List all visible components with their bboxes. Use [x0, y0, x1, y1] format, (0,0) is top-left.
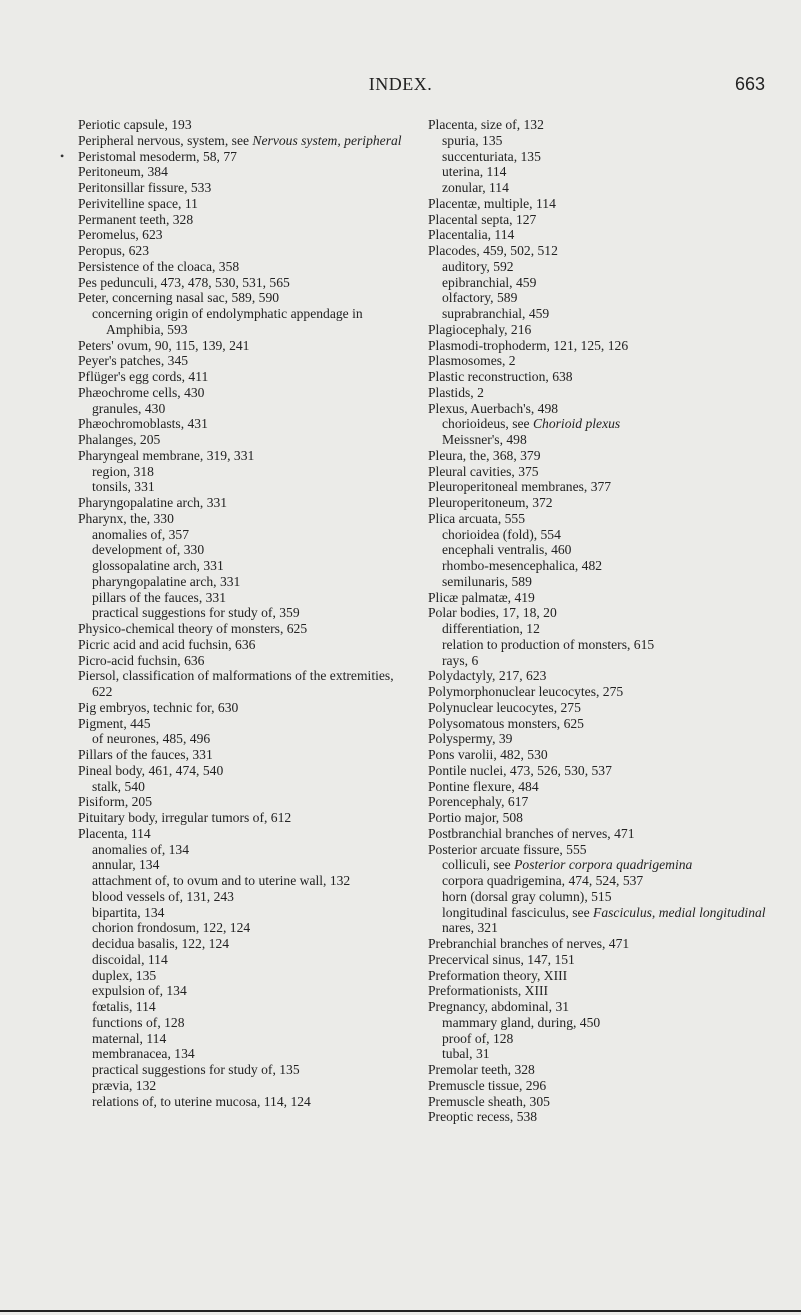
index-entry — [428, 164, 772, 180]
index-entry — [428, 259, 772, 275]
index-entry-text: olfactory, 589 — [442, 290, 518, 306]
index-entry-text: Preoptic recess, 538 — [428, 1109, 538, 1125]
index-entry — [78, 747, 404, 763]
index-entry-text: Plastic reconstruction, 638 — [428, 369, 573, 384]
index-entry — [428, 684, 772, 700]
margin-bullet-mark: • — [60, 149, 65, 163]
index-entry — [78, 306, 404, 338]
index-entry-text: practical suggestions for study of, 135 — [92, 1062, 300, 1077]
index-entry-text: Polynuclear leucocytes, 275 — [428, 699, 581, 715]
index-entry-text: Portio major, 508 — [428, 810, 523, 825]
index-entry — [78, 1015, 404, 1031]
index-entry-text: Peristomal mesoderm, 58, 77 — [78, 148, 237, 164]
index-entry — [78, 149, 404, 165]
index-entry-text: functions of, 128 — [92, 1014, 185, 1030]
index-entry-text: Plastids, 2 — [428, 384, 484, 400]
index-entry — [428, 369, 772, 385]
index-entry — [428, 558, 772, 574]
index-entry — [428, 920, 772, 936]
index-entry-text: Peritonsillar fissure, 533 — [78, 180, 212, 195]
index-entry — [78, 889, 404, 905]
index-entry — [428, 794, 772, 810]
index-entry — [428, 322, 772, 338]
index-entry — [428, 857, 772, 873]
index-entry — [78, 621, 404, 637]
index-entry — [78, 196, 404, 212]
index-entry-text: Pisiform, 205 — [78, 794, 153, 810]
index-entry-text: fœtalis, 114 — [92, 999, 156, 1014]
index-entry — [428, 574, 772, 590]
index-entry — [428, 338, 772, 354]
index-entry-text: Premuscle sheath, 305 — [428, 1093, 550, 1109]
index-entry-text: uterina, 114 — [442, 164, 507, 180]
index-entry-text: rhombo-mesencephalica, 482 — [442, 558, 603, 573]
index-entry — [78, 952, 404, 968]
index-entry — [78, 227, 404, 243]
index-entry-text: Pontine flexure, 484 — [428, 778, 539, 794]
index-entry — [428, 1078, 772, 1094]
index-entry-text: Pharyngopalatine arch, 331 — [78, 495, 228, 510]
index-entry-text: membranacea, 134 — [92, 1046, 195, 1062]
index-entry — [78, 558, 404, 574]
index-entry — [78, 1094, 404, 1110]
index-entry — [428, 653, 772, 669]
index-entry — [78, 731, 404, 747]
index-entry — [78, 275, 404, 291]
index-entry — [428, 275, 772, 291]
index-entry — [78, 873, 404, 889]
index-entry — [78, 212, 404, 228]
index-entry-text: discoidal, 114 — [92, 951, 168, 967]
index-entry — [428, 668, 772, 684]
index-entry — [428, 243, 772, 259]
index-entry-text: anomalies of, 134 — [92, 841, 190, 857]
index-entry-text: Plasmosomes, 2 — [428, 353, 516, 369]
index-entry-text: horn (dorsal gray column), 515 — [442, 888, 612, 904]
index-entry-text: spuria, 135 — [442, 132, 503, 148]
index-entry — [78, 1078, 404, 1094]
index-entry-text: Picro-acid fuchsin, 636 — [78, 652, 205, 668]
index-entry — [428, 306, 772, 322]
index-entry-text: Placenta, size of, 132 — [428, 117, 544, 132]
index-entry — [428, 1031, 772, 1047]
index-entry-text: longitudinal fasciculus, see — [442, 904, 594, 920]
index-entry — [428, 479, 772, 495]
index-entry-text: Polyspermy, 39 — [428, 731, 513, 747]
index-entry-text: development of, 330 — [92, 542, 205, 558]
index-entry-text: Plica arcuata, 555 — [428, 510, 526, 526]
index-entry-text: semilunaris, 589 — [442, 573, 532, 589]
index-entry-text: suprabranchial, 459 — [442, 306, 550, 321]
index-entry — [78, 117, 404, 133]
index-entry-text: Pregnancy, abdominal, 31 — [428, 999, 570, 1014]
index-entry-text: Peripheral nervous, system, see — [78, 132, 253, 148]
index-entry — [78, 842, 404, 858]
index-entry — [428, 149, 772, 165]
index-entry — [78, 905, 404, 921]
index-entry-text: nares, 321 — [442, 920, 498, 936]
index-entry-text: Pillars of the fauces, 331 — [78, 747, 213, 762]
index-entry-text: Peropus, 623 — [78, 243, 149, 258]
index-entry — [428, 983, 772, 999]
index-entry-text: Persistence of the cloaca, 358 — [78, 258, 240, 274]
index-entry-text: proof of, 128 — [442, 1030, 514, 1046]
index-entry-text: anomalies of, 357 — [92, 526, 190, 542]
index-entry — [428, 432, 772, 448]
index-entry-text: Placenta, 114 — [78, 825, 151, 841]
index-entry-text: Pleura, the, 368, 379 — [428, 447, 541, 463]
index-entry — [428, 464, 772, 480]
index-entry — [428, 385, 772, 401]
index-entry-text: Polydactyly, 217, 623 — [428, 668, 547, 684]
index-entry — [78, 826, 404, 842]
index-entry — [78, 779, 404, 795]
index-entry — [78, 810, 404, 826]
index-entry — [78, 637, 404, 653]
index-entry-text: relation to production of monsters, 615 — [442, 636, 655, 652]
index-entry — [428, 212, 772, 228]
index-entry-text: chorioidea (fold), 554 — [442, 526, 561, 542]
index-entry-text: Peromelus, 623 — [78, 227, 163, 243]
index-entry-text: attachment of, to ovum and to uterine wall, 132 — [92, 873, 351, 888]
index-entry-text: colliculi, see — [442, 857, 515, 873]
index-entry — [78, 385, 404, 401]
index-entry-text: Pleuroperitoneum, 372 — [428, 495, 553, 510]
index-entry — [78, 1031, 404, 1047]
index-column-left — [78, 117, 404, 1109]
index-entry-text: Pontile nuclei, 473, 526, 530, 537 — [428, 762, 612, 778]
index-entry — [78, 1046, 404, 1062]
index-entry-text: Placental septa, 127 — [428, 211, 537, 227]
index-entry-text: chorioideus, see — [442, 416, 533, 432]
index-entry — [78, 668, 404, 700]
index-entry — [428, 747, 772, 763]
index-entry-text: Porencephaly, 617 — [428, 794, 529, 810]
index-entry-text: Plicæ palmatæ, 419 — [428, 589, 535, 605]
index-entry — [78, 432, 404, 448]
index-entry — [428, 763, 772, 779]
index-entry-text: epibranchial, 459 — [442, 274, 537, 290]
index-entry-text: pharyngopalatine arch, 331 — [92, 573, 241, 589]
index-entry — [428, 889, 772, 905]
index-entry — [78, 180, 404, 196]
index-entry — [78, 983, 404, 999]
index-entry — [428, 590, 772, 606]
index-entry-text: Peter, concerning nasal sac, 589, 590 — [78, 290, 280, 306]
index-entry-text: Meissner's, 498 — [442, 432, 527, 447]
index-entry — [78, 999, 404, 1015]
index-entry-text: region, 318 — [92, 463, 154, 479]
index-entry-text: Placentalia, 114 — [428, 227, 515, 243]
index-entry — [78, 401, 404, 417]
index-entry — [428, 416, 772, 432]
index-entry-text: Premuscle tissue, 296 — [428, 1077, 547, 1093]
index-entry — [428, 621, 772, 637]
index-entry-text: prævia, 132 — [92, 1077, 157, 1093]
index-entry — [428, 905, 772, 921]
index-entry — [428, 1015, 772, 1031]
index-entry-text: Phæochrome cells, 430 — [78, 384, 205, 400]
index-entry — [428, 133, 772, 149]
index-entry-text: glossopalatine arch, 331 — [92, 558, 224, 573]
index-entry — [78, 353, 404, 369]
index-entry — [428, 1109, 772, 1125]
index-entry-text: Periotic capsule, 193 — [78, 117, 192, 132]
index-entry-text: succenturiata, 135 — [442, 148, 541, 164]
index-entry — [428, 999, 772, 1015]
index-entry — [78, 920, 404, 936]
index-entry-text: Permanent teeth, 328 — [78, 211, 194, 227]
index-entry — [78, 1062, 404, 1078]
page-header-title: INDEX. — [368, 74, 433, 94]
index-entry — [78, 338, 404, 354]
index-entry — [428, 700, 772, 716]
index-entry — [78, 495, 404, 511]
index-entry-text: Pleuroperitoneal membranes, 377 — [428, 479, 612, 495]
index-entry-text: Pleural cavities, 375 — [428, 463, 539, 479]
index-entry-text: Prebranchial branches of nerves, 471 — [428, 936, 630, 951]
index-entry — [78, 794, 404, 810]
index-cross-reference: Chorioid plexus — [532, 416, 621, 432]
index-entry — [428, 495, 772, 511]
index-entry — [428, 605, 772, 621]
index-entry-text: tonsils, 331 — [92, 479, 155, 495]
index-entry-text: Polysomatous monsters, 625 — [428, 715, 584, 731]
index-column-right — [428, 117, 772, 1125]
index-entry-text: relations of, to uterine mucosa, 114, 124 — [92, 1093, 311, 1109]
index-entry-text: maternal, 114 — [92, 1030, 167, 1046]
index-entry — [78, 653, 404, 669]
index-entry-text: Pineal body, 461, 474, 540 — [78, 762, 224, 778]
index-entry — [78, 416, 404, 432]
index-entry-text: Polar bodies, 17, 18, 20 — [428, 605, 557, 621]
index-entry — [428, 731, 772, 747]
index-entry — [428, 968, 772, 984]
index-entry-text: Peters' ovum, 90, 115, 139, 241 — [78, 337, 250, 353]
index-entry-text: Pharyngeal membrane, 319, 331 — [78, 447, 255, 463]
index-entry — [428, 511, 772, 527]
index-entry-text: auditory, 592 — [442, 258, 514, 274]
index-entry — [428, 716, 772, 732]
index-entry — [78, 968, 404, 984]
index-entry — [428, 779, 772, 795]
index-entry — [428, 290, 772, 306]
index-entry — [428, 842, 772, 858]
index-entry — [428, 826, 772, 842]
index-entry-text: stalk, 540 — [92, 778, 145, 794]
index-entry — [428, 401, 772, 417]
index-entry-text: pillars of the fauces, 331 — [92, 589, 227, 605]
index-entry — [428, 1094, 772, 1110]
index-entry — [78, 590, 404, 606]
index-entry — [428, 180, 772, 196]
index-entry-text: Precervical sinus, 147, 151 — [428, 951, 575, 967]
index-entry — [428, 227, 772, 243]
index-entry-text: duplex, 135 — [92, 967, 157, 983]
index-entry — [78, 479, 404, 495]
index-entry-text: chorion frondosum, 122, 124 — [92, 920, 251, 936]
index-entry — [428, 637, 772, 653]
index-entry-text: Perivitelline space, 11 — [78, 195, 198, 211]
index-entry — [78, 716, 404, 732]
index-entry-text: granules, 430 — [92, 400, 166, 416]
index-entry-text: Peyer's patches, 345 — [78, 353, 189, 369]
index-cross-reference: Fasciculus, medial longitudinal — [593, 904, 766, 920]
index-entry — [78, 464, 404, 480]
index-entry-text: Pes pedunculi, 473, 478, 530, 531, 565 — [78, 274, 290, 290]
index-entry — [78, 369, 404, 385]
index-entry-text: rays, 6 — [442, 652, 479, 668]
index-entry — [78, 700, 404, 716]
index-entry-text: Postbranchial branches of nerves, 471 — [428, 825, 635, 841]
index-entry — [78, 164, 404, 180]
index-entry — [428, 810, 772, 826]
index-entry-text: Phalanges, 205 — [78, 432, 161, 447]
index-entry-text: blood vessels of, 131, 243 — [92, 888, 234, 904]
index-cross-reference: Nervous system, peripheral — [252, 132, 402, 148]
index-entry-text: Preformationists, XIII — [428, 983, 549, 999]
index-entry-text: tubal, 31 — [442, 1046, 490, 1062]
index-entry-text: Polymorphonuclear leucocytes, 275 — [428, 684, 624, 699]
index-entry-text: Physico-chemical theory of monsters, 625 — [78, 621, 308, 636]
bottom-edge-rule — [0, 1310, 801, 1312]
index-entry-text: Placodes, 459, 502, 512 — [428, 243, 558, 258]
index-entry — [428, 952, 772, 968]
index-entry-text: expulsion of, 134 — [92, 983, 187, 999]
index-entry-text: Pflüger's egg cords, 411 — [78, 369, 209, 384]
index-entry-text: Pons varolii, 482, 530 — [428, 747, 548, 762]
index-entry-text: Posterior arcuate fissure, 555 — [428, 841, 587, 857]
index-entry-text: Preformation theory, XIII — [428, 967, 568, 983]
index-entry-text: annular, 134 — [92, 857, 160, 873]
index-entry — [78, 448, 404, 464]
index-entry-text: Pituitary body, irregular tumors of, 612 — [78, 810, 292, 825]
index-entry — [78, 574, 404, 590]
index-entry-text: concerning origin of endolymphatic appendage in Amphibia, 593 — [92, 306, 363, 337]
index-entry-text: Pig embryos, technic for, 630 — [78, 699, 239, 715]
index-entry-text: Plexus, Auerbach's, 498 — [428, 400, 559, 416]
index-entry — [78, 527, 404, 543]
index-entry — [428, 196, 772, 212]
index-entry — [78, 290, 404, 306]
index-entry-text: Phæochromoblasts, 431 — [78, 416, 208, 432]
index-entry-text: Premolar teeth, 328 — [428, 1062, 535, 1077]
index-entry — [428, 448, 772, 464]
index-entry-text: differentiation, 12 — [442, 621, 540, 636]
index-entry — [428, 542, 772, 558]
index-entry-text: Picric acid and acid fuchsin, 636 — [78, 636, 256, 652]
index-cross-reference: Posterior corpora quadrigemina — [514, 857, 693, 873]
index-entry — [428, 1062, 772, 1078]
index-entry-text: practical suggestions for study of, 359 — [92, 605, 300, 621]
index-entry — [428, 353, 772, 369]
index-entry-text: corpora quadrigemina, 474, 524, 537 — [442, 873, 644, 888]
index-entry-text: of neurones, 485, 496 — [92, 731, 211, 747]
index-entry — [78, 763, 404, 779]
index-entry — [78, 133, 404, 149]
page-number: 663 — [734, 74, 765, 94]
index-entry — [428, 936, 772, 952]
index-entry — [428, 527, 772, 543]
index-entry — [78, 605, 404, 621]
index-entry-text: Plagiocephaly, 216 — [428, 321, 532, 337]
index-entry-text: Peritoneum, 384 — [78, 164, 168, 180]
index-entry-text: Piersol, classification of malformations of the extremities, 622 — [78, 668, 394, 699]
index-entry-text: Pharynx, the, 330 — [78, 510, 174, 526]
index-entry — [78, 511, 404, 527]
index-entry-text: Pigment, 445 — [78, 715, 151, 731]
index-entry — [428, 873, 772, 889]
index-entry-text: decidua basalis, 122, 124 — [92, 936, 230, 951]
index-entry-text: mammary gland, during, 450 — [442, 1014, 601, 1030]
index-entry — [428, 117, 772, 133]
index-entry — [78, 542, 404, 558]
index-entry-text: Placentæ, multiple, 114 — [428, 195, 556, 211]
index-entry — [78, 857, 404, 873]
index-entry-text: zonular, 114 — [442, 180, 509, 195]
index-entry-text: Plasmodi-trophoderm, 121, 125, 126 — [428, 337, 629, 353]
index-entry — [428, 1046, 772, 1062]
index-entry — [78, 936, 404, 952]
index-entry-text: encephali ventralis, 460 — [442, 542, 572, 558]
index-entry — [78, 243, 404, 259]
index-entry-text: bipartita, 134 — [92, 904, 165, 920]
index-entry — [78, 259, 404, 275]
